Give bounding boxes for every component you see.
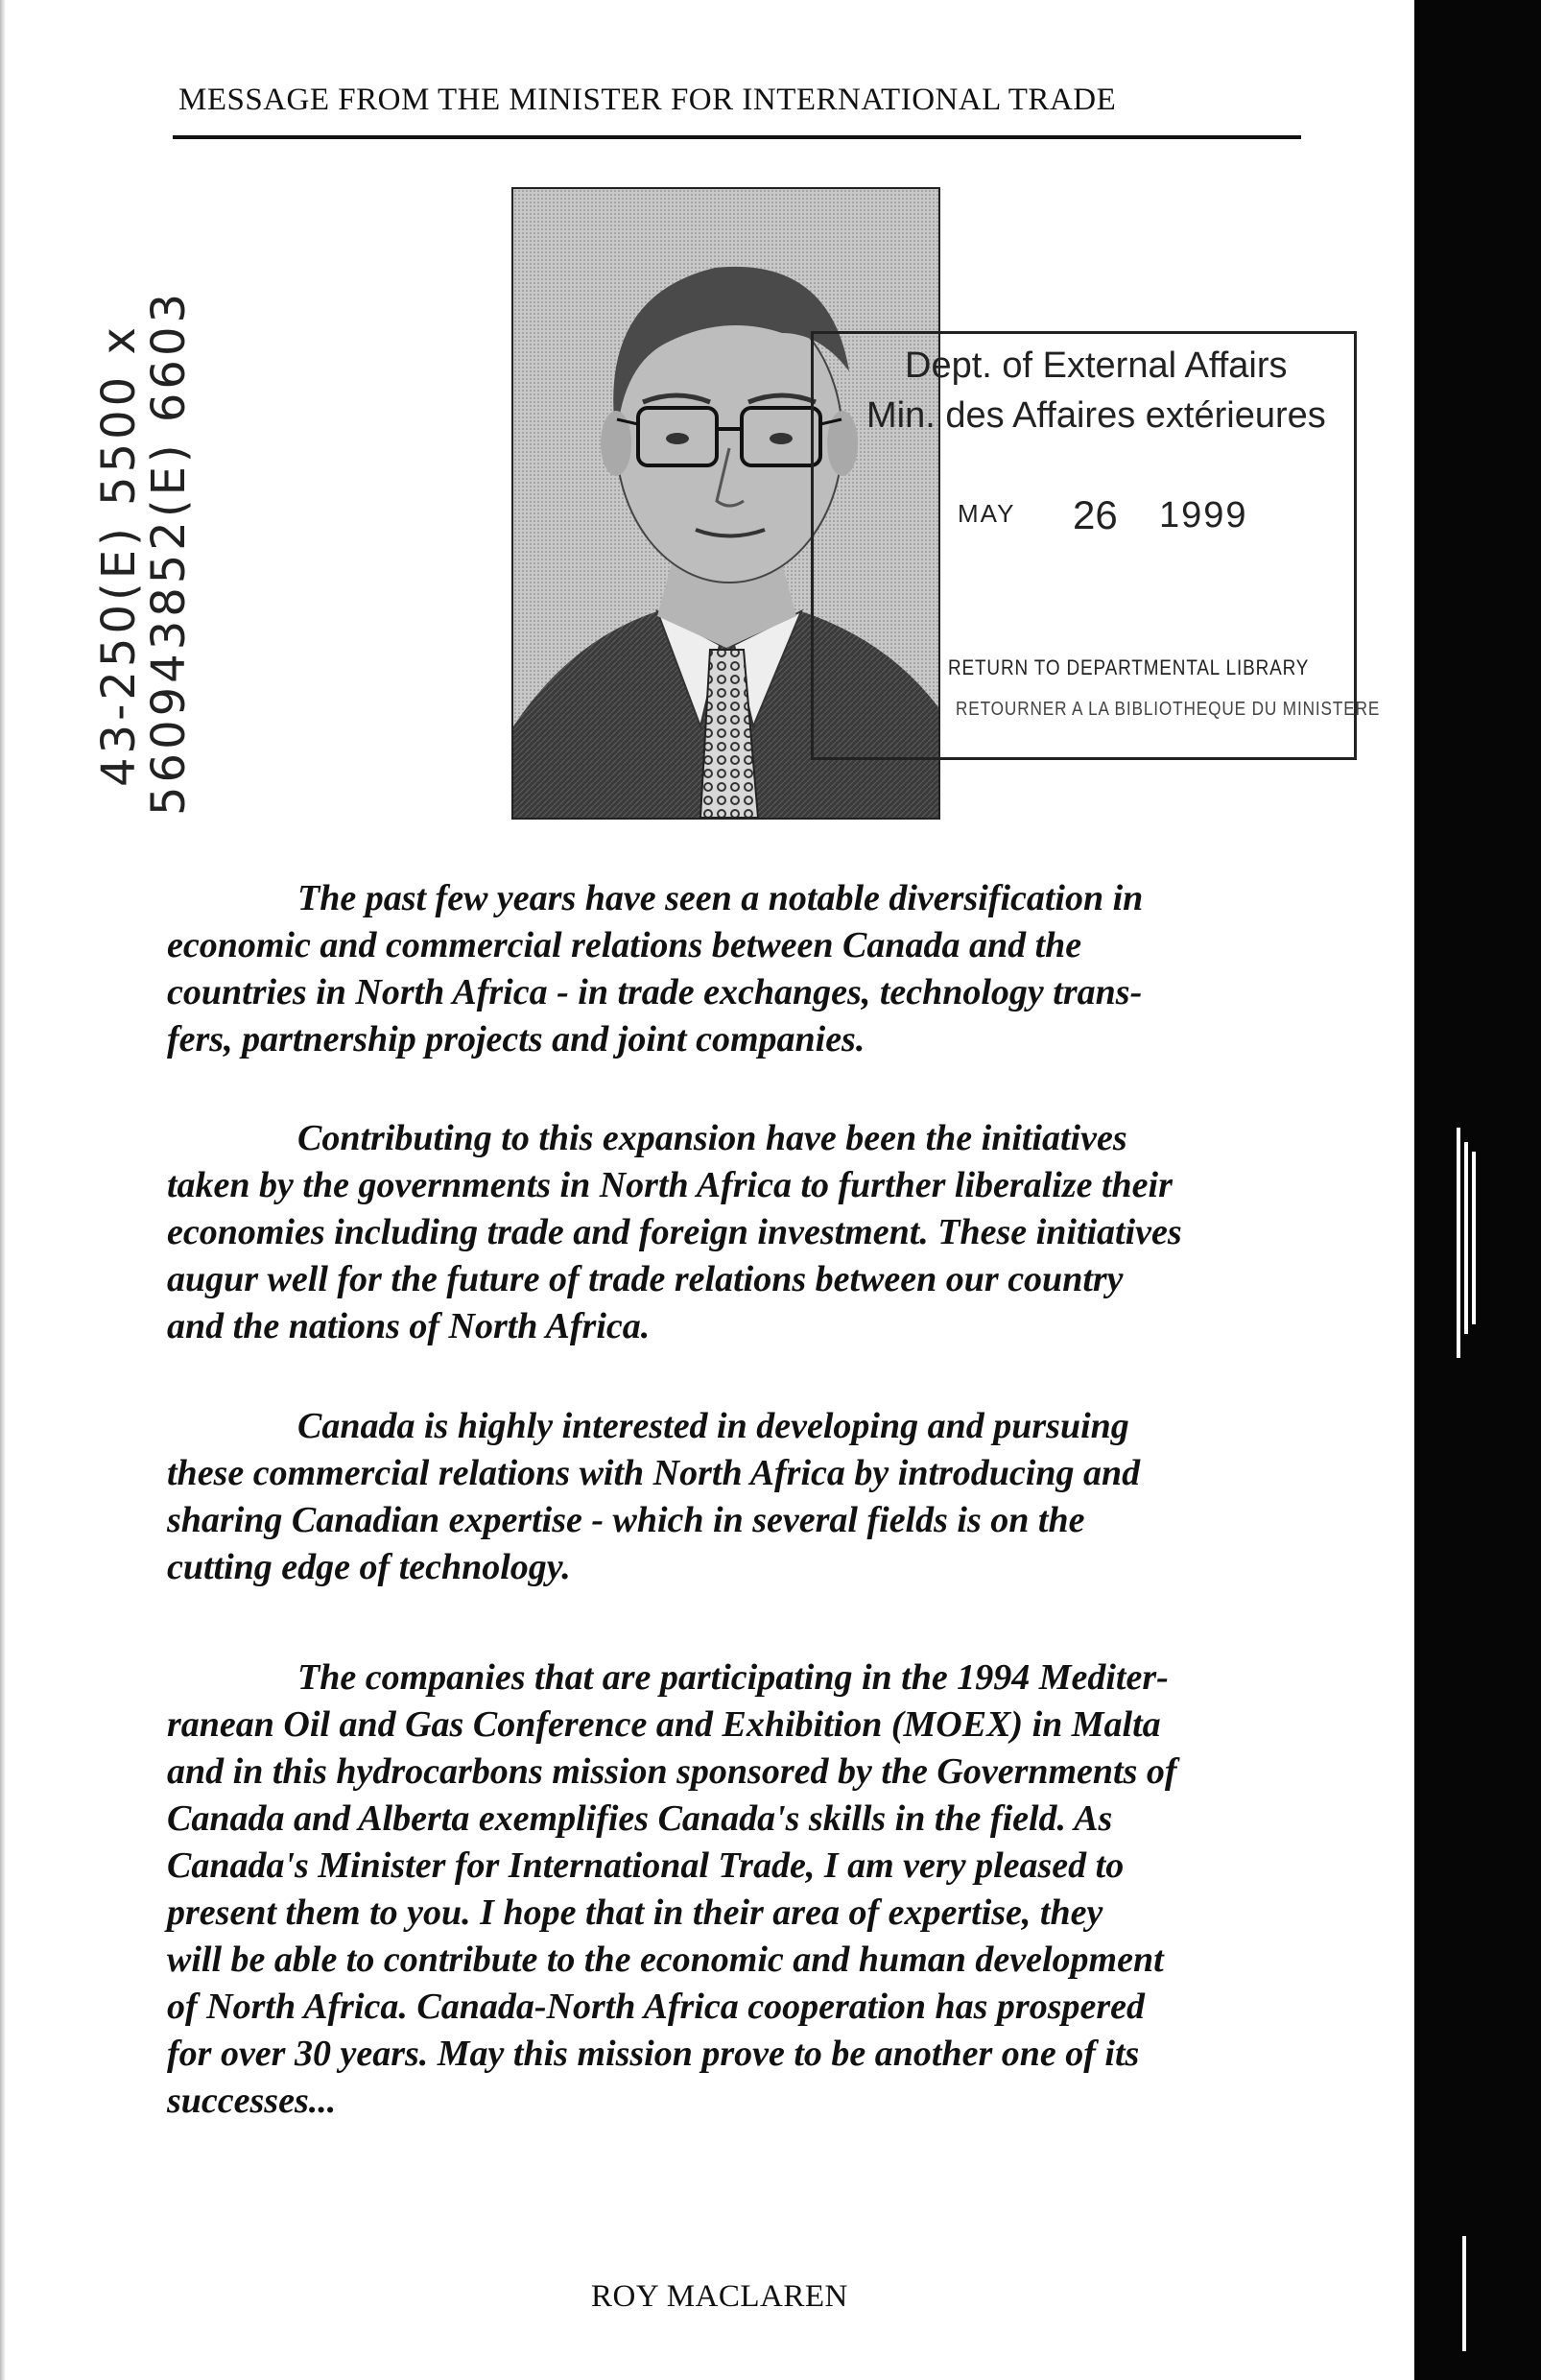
- text-line: augur well for the future of trade relations between our country: [167, 1259, 1124, 1299]
- stamp-return-line-fr: RETOURNER A LA BIBLIOTHEQUE DU MINISTERE: [956, 699, 1381, 720]
- text-line: economies including trade and foreign investment. These initiatives: [167, 1212, 1182, 1252]
- text-line: ranean Oil and Gas Conference and Exhibition (MOEX) in Malta: [167, 1704, 1161, 1745]
- scan-left-edge: [0, 0, 6, 2380]
- paragraph-3: [167, 1403, 1338, 1591]
- text-line: present them to you. I hope that in their area of expertise, they: [167, 1892, 1103, 1933]
- binding-mark: [1464, 1142, 1468, 1334]
- text-line: economic and commercial relations between Canada and the: [167, 925, 1082, 965]
- page-title: MESSAGE FROM THE MINISTER FOR INTERNATIONAL TRADE: [178, 83, 1117, 117]
- stamp-year: 1999: [1159, 495, 1248, 536]
- text-line: will be able to contribute to the economic and human development: [167, 1940, 1164, 1980]
- text-line: for over 30 years. May this mission prove to be another one of its: [167, 2034, 1140, 2074]
- paragraph-4: [167, 1654, 1338, 2125]
- text-line: successes...: [167, 2081, 337, 2121]
- stamp-month: MAY: [958, 499, 1016, 528]
- text-line: sharing Canadian expertise - which in several fields is on the: [167, 1500, 1085, 1540]
- stamp-return-line: RETURN TO DEPARTMENTAL LIBRARY: [948, 655, 1310, 679]
- text-line: fers, partnership projects and joint companies.: [167, 1019, 865, 1059]
- text-line: Contributing to this expansion have been the initiatives: [297, 1118, 1127, 1158]
- title-rule: [173, 135, 1301, 139]
- text-line: The past few years have seen a notable diversification in: [297, 878, 1144, 918]
- text-line: and the nations of North Africa.: [167, 1306, 651, 1346]
- library-stamp: [811, 331, 1381, 760]
- binding-mark: [1472, 1152, 1476, 1324]
- text-line: countries in North Africa - in trade exchanges, technology trans-: [167, 972, 1143, 1012]
- binding-mark: [1462, 2236, 1466, 2351]
- handwritten-note-right: 43-250(E) 5500 x: [92, 323, 146, 787]
- paragraph-2: [167, 1115, 1338, 1350]
- handwritten-note-left: 560943852(E) 6603: [142, 289, 196, 816]
- text-line: The companies that are participating in the 1994 Mediter-: [297, 1657, 1169, 1698]
- stamp-ministry-line: Min. des Affaires extérieures: [866, 395, 1326, 436]
- text-line: Canada and Alberta exemplifies Canada's skills in the field. As: [167, 1798, 1113, 1839]
- text-line: of North Africa. Canada-North Africa cooperation has prospered: [167, 1987, 1146, 2027]
- text-line: cutting edge of technology.: [167, 1547, 571, 1587]
- text-line: Canada is highly interested in developing and pursuing: [297, 1406, 1129, 1446]
- stamp-dept-line: Dept. of External Affairs: [905, 345, 1288, 386]
- scan-binding-edge: [1414, 0, 1541, 2380]
- paragraph-1: [167, 875, 1338, 1063]
- text-line: these commercial relations with North Africa by introducing and: [167, 1453, 1141, 1493]
- binding-mark: [1457, 1128, 1460, 1358]
- text-line: Canada's Minister for International Trade, I am very pleased to: [167, 1845, 1125, 1886]
- signature-name: ROY MACLAREN: [591, 2279, 848, 2314]
- text-line: and in this hydrocarbons mission sponsored by the Governments of: [167, 1751, 1177, 1792]
- text-line: taken by the governments in North Africa to further liberalize their: [167, 1165, 1173, 1205]
- stamp-day: 26: [1073, 492, 1118, 537]
